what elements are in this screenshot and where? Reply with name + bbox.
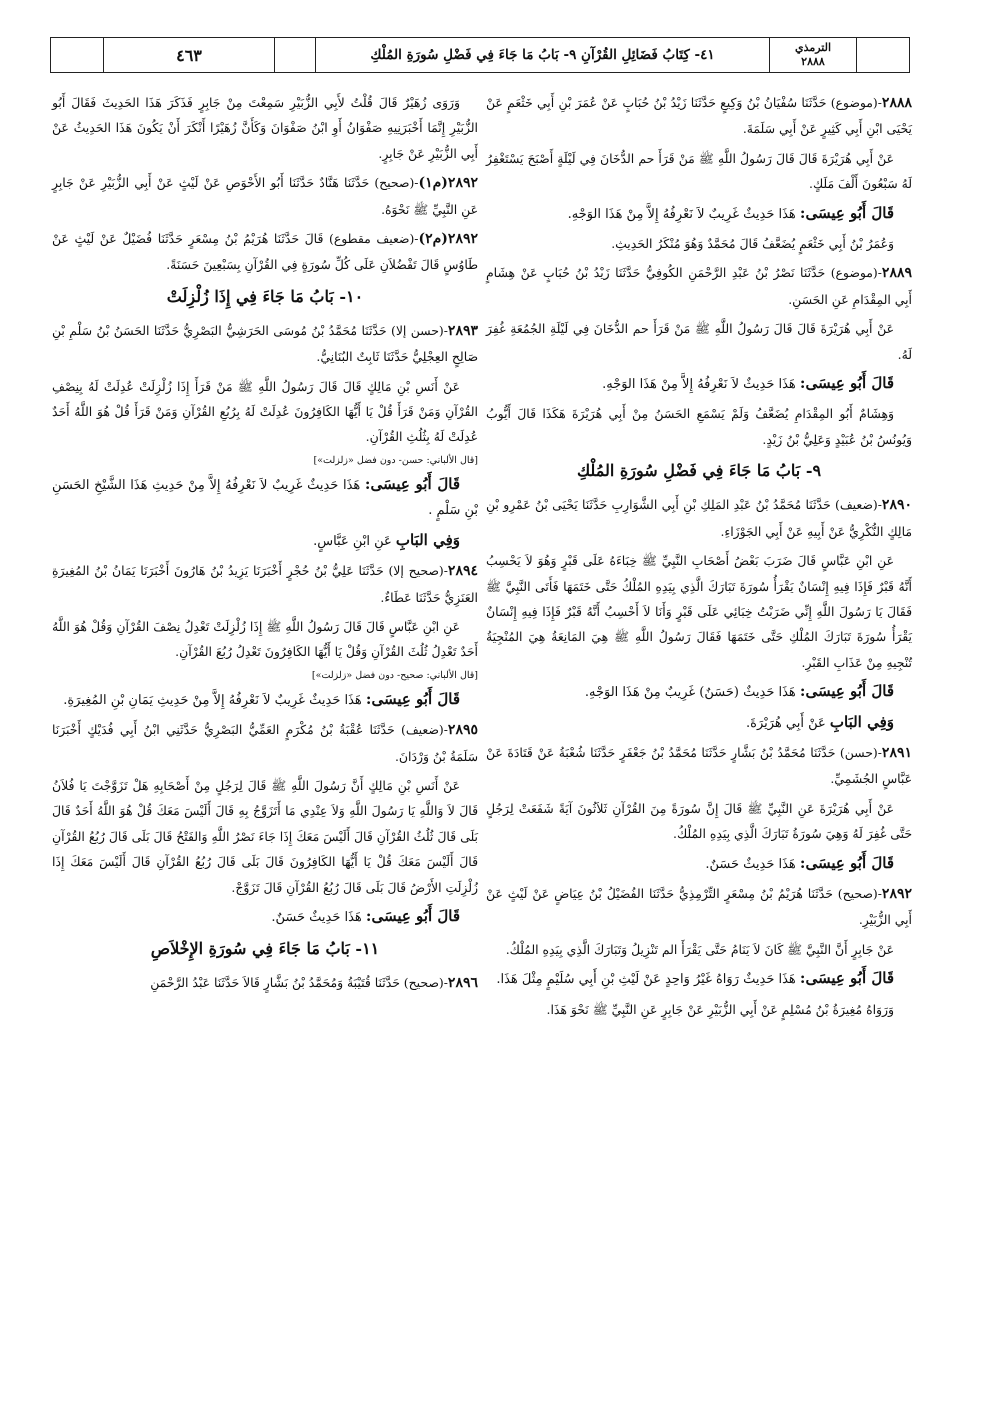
hadith-number: ٢٨٩٦ [447,975,478,992]
commentary [486,201,912,227]
hadith-number: ٢٨٩٢(م١) [418,175,478,192]
commentary-text: هَذَا حَدِيثٌ (حَسَنٌ) غَرِيبٌ مِنْ هَذَا الوَجْهِ. [584,685,800,701]
hadith-chain: -(ضعيف مقطوع) قَالَ حَدَّثَنَا هُرَيْمُ بْنُ مِسْعَرٍ حَدَّثَنَا فُضَيْلٌ عَنْ لَيْثٍ عَنْ طَاوُسٍ قَالَ تَفْضُلاَنِ عَلَى كُلِّ سُورَةٍ فِي القُرْآنِ بِسَبْعِينَ حَسَنَةً. [52,231,478,273]
commentary-lead: وَفِي البَابِ [395,530,460,549]
hadith-chain: -(صحيح) حَدَّثَنَا هُرَيْمُ بْنُ مِسْعَرٍ التِّرْمِذِيُّ حَدَّثَنَا الفُضَيْلُ بْنُ عِيَاضٍ عَنْ لَيْثٍ عَنْ أَبِي الزُّبَيْرِ. [486,885,912,928]
commentary [486,371,912,397]
commentary-lead: قَالَ أَبُو عِيسَى: [365,906,460,925]
hadith-chain: -(موضوع) حَدَّثَنَا نَصْرُ بْنُ عَبْدِ الرَّحْمَنِ الكُوفِيُّ حَدَّثَنَا زَيْدُ بْنُ حُبَابٍ عَنْ هِشَامٍ أَبِي المِقْدَامِ عَنِ الحَسَنِ. [486,265,912,307]
commentary [52,687,478,713]
header-empty-cell [857,38,909,72]
hadith-entry [52,558,478,610]
commentary [52,472,478,524]
hadith-chain: -(صحيح) حَدَّثَنَا قُتَيْبَةُ وَمُحَمَّدُ بْنُ بَشَّارٍ قَالاَ حَدَّثَنَا عَبْدُ الرَّحْمَنِ [150,975,448,991]
hadith-text: عَنْ أَنَسِ بْنِ مَالِكٍ أَنَّ رَسُولَ اللَّهِ ﷺ قَالَ لِرَجُلٍ مِنْ أَصْحَابِهِ هَلْ تَزَوَّجْتَ يَا فُلاَنُ قَالَ لاَ وَاللَّهِ يَا رَسُولَ اللَّهِ وَلاَ عِنْدِي مَا أَتَزَوَّجُ بِهِ قَالَ أَلَيْسَ مَعَكَ قُلْ هُوَ اللَّهُ أَحَدٌ قَالَ بَلَى قَالَ ثُلُثُ القُرْآنِ قَالَ أَلَيْسَ مَعَكَ إِذَا جَاءَ نَصْرُ اللَّهِ وَالفَتْحُ قَالَ بَلَى قَالَ رُبُعُ القُرْآنِ قَالَ أَلَيْسَ مَعَكَ قُلْ يَا أَيُّهَا الكَافِرُونَ قَالَ بَلَى قَالَ رُبُعُ القُرْآنِ قَالَ أَلَيْسَ مَعَكَ إِذَا زُلْزِلَتِ الأَرْضُ قَالَ بَلَى قَالَ رُبُعُ القُرْآنِ قَالَ تَزَوَّجْ. [52,777,478,895]
commentary-text: هَذَا حَدِيثٌ غَرِيبٌ لاَ نَعْرِفُهُ إِلاَّ مِنْ هَذَا الوَجْهِ. [567,206,800,222]
hadith-text: عَنِ ابْنِ عَبَّاسٍ قَالَ ضَرَبَ بَعْضُ أَصْحَابِ النَّبِيِّ ﷺ خِبَاءَهُ عَلَى قَبْرٍ وَهُوَ لاَ يَحْسِبُ أَنَّهُ قَبْرٌ فَإِذَا فِيهِ إِنْسَانٌ يَقْرَأُ سُورَةَ تَبَارَكَ الَّذِي بِيَدِهِ المُلْكُ حَتَّى خَتَمَهَا فَأَتَى النَّبِيَّ ﷺ فَقَالَ يَا رَسُولَ اللَّهِ إِنِّي ضَرَبْتُ خِبَائِي عَلَى قَبْرٍ وَأَنَا لاَ أَحْسِبُ أَنَّهُ قَبْرٌ فَإِذَا فِيهِ إِنْسَانٌ يَقْرَأُ سُورَةَ تَبَارَكَ المُلْكِ حَتَّى خَتَمَهَا فَقَالَ رَسُولُ اللَّهِ ﷺ هِيَ المَانِعَةُ هِيَ المُنْجِيَةُ تُنْجِيهِ مِنْ عَذَابِ القَبْرِ. [486,553,912,670]
hadith-number: ٢٨٨٨ [881,95,912,111]
hadith-number: ٢٨٩١ [881,744,912,761]
commentary [486,710,912,736]
hadith-text: وَعُمَرُ بْنُ أَبِي خَثْعَمٍ يُضَعَّفُ قَالَ مُحَمَّدٌ وَهُوَ مُنْكَرُ الحَدِيثِ. [611,236,894,252]
commentary [486,966,912,992]
commentary-lead: قَالَ أَبُو عِيسَى: [799,969,894,988]
hadith-text: عَنْ أَبِي هُرَيْرَةَ عَنِ النَّبِيِّ ﷺ قَالَ إِنَّ سُورَةً مِنَ القُرْآنِ ثَلاَثُونَ آيَةً شَفَعَتْ لِرَجُلٍ حَتَّى غُفِرَ لَهُ وَهِيَ سُورَةُ تَبَارَكَ الَّذِي بِيَدِهِ المُلْكُ. [486,800,912,842]
right-text-column [486,90,912,1026]
header-empty-cell [275,38,316,72]
commentary-lead: قَالَ أَبُو عِيسَى: [365,689,460,708]
running-title: ٤١- كِتَابُ فَضَائِلِ القُرْآنِ ٩- بَابُ مَا جَاءَ فِي فَضْلِ سُورَةِ المُلْكِ [316,38,770,72]
hadith-text: عَنْ أَبِي هُرَيْرَةَ قَالَ قَالَ رَسُولُ اللَّهِ ﷺ مَنْ قَرَأَ حم الدُّخَانَ فِي لَيْلَةٍ أَصْبَحَ يَسْتَغْفِرُ لَهُ سَبْعُونَ أَلْفَ مَلَكٍ. [486,150,912,192]
hadith-number: ٢٨٩٣ [447,322,478,339]
hadith-entry [52,170,478,222]
hadith-entry [52,717,478,769]
book-info [770,38,857,72]
left-text-column [52,90,478,1001]
commentary-text: هَذَا حَدِيثٌ لاَ نَعْرِفُهُ إِلاَّ مِنْ هَذَا الوَجْهِ. [602,377,800,393]
hadith-chain: -(حسن إلا) حَدَّثَنَا مُحَمَّدُ بْنُ مُوسَى الحَرَشِيُّ البَصْرِيُّ حَدَّثَنَا الحَسَنُ بْنُ سَلْمِ بْنِ صَالِحٍ العِجْلِيُّ حَدَّثَنَا ثَابِتٌ البُنَانِيُّ. [52,322,478,365]
commentary-lead: قَالَ أَبُو عِيسَى: [799,203,894,222]
hadith-text: عَنْ جَابِرٍ أَنَّ النَّبِيَّ ﷺ كَانَ لاَ يَنَامُ حَتَّى يَقْرَأَ الم تَنْزِيلُ وَتَبَارَكَ الَّذِي بِيَدِهِ المُلْكُ. [505,941,894,957]
hadith-text: وَرَوَى زُهَيْرٌ قَالَ قُلْتُ لأَبِي الزُّبَيْرِ سَمِعْتَ مِنْ جَابِرٍ فَذَكَرَ هَذَا الحَدِيثَ فَقَالَ أَبُو الزُّبَيْرِ إِنَّمَا أَخْبَرَنِيهِ صَفْوَانُ أَوِ ابْنُ صَفْوَانَ وَكَأَنَّ زُهَيْرًا أَنْكَرَ أَنْ يَكُونَ هَذَا الحَدِيثُ عَنْ أَبِي الزُّبَيْرِ عَنْ جَابِرٍ. [52,95,478,161]
hadith-entry [486,90,912,142]
hadith-number: ٢٨٩٢(م٢) [418,231,478,248]
hadith-entry [486,881,912,933]
hadith-number: ٢٨٩٥ [447,722,478,739]
hadith-chain: -(ضعيف) حَدَّثَنَا مُحَمَّدُ بْنُ عَبْدِ المَلِكِ بْنِ أَبِي الشَّوَارِبِ حَدَّثَنَا يَحْيَى بْنُ عَمْرِو بْنِ مَالِكٍ النُّكْرِيُّ عَنْ أَبِيهِ عَنْ أَبِي الجَوْزَاءِ. [486,497,912,539]
hadith-text: عَنِ ابْنِ عَبَّاسٍ قَالَ قَالَ رَسُولُ اللَّهِ ﷺ إِذَا زُلْزِلَتْ تَعْدِلُ نِصْفَ القُرْآنِ وَقُلْ هُوَ اللَّهُ أَحَدٌ تَعْدِلُ ثُلُثَ القُرْآنِ وَقُلْ يَا أَيُّهَا الكَافِرُونَ تَعْدِلُ رُبُعَ القُرْآنِ. [52,618,478,660]
hadith-chain: -(صحيح) حَدَّثَنَا هَنَّادٌ حَدَّثَنَا أَبُو الأَحْوَصِ عَنْ لَيْثٍ عَنْ أَبِي الزُّبَيْرِ عَنْ جَابِرٍ عَنِ النَّبِيِّ ﷺ نَحْوَهُ. [52,175,478,217]
hadith-number: ٢٨٩٠ [881,497,912,514]
hadith-text: عَنْ أَبِي هُرَيْرَةَ قَالَ قَالَ رَسُولُ اللَّهِ ﷺ مَنْ قَرَأَ حم الدُّخَانَ فِي لَيْلَةِ الجُمُعَةِ غُفِرَ لَهُ. [486,321,912,362]
hadith-text: وَرَوَاهُ مُغِيرَةُ بْنُ مُسْلِمٍ عَنْ أَبِي الزُّبَيْرِ عَنْ جَابِرٍ عَنِ النَّبِيِّ ﷺ نَحْوَ هَذَا. [546,1001,894,1017]
commentary-text: هَذَا حَدِيثٌ غَرِيبٌ لاَ نَعْرِفُهُ إِلاَّ مِنْ حَدِيثِ يَمَانِ بْنِ المُغِيرَةِ. [63,692,366,708]
hadith-entry [52,970,478,996]
commentary-text: هَذَا حَدِيثٌ رَوَاهُ غَيْرُ وَاحِدٍ عَنْ لَيْثِ بْنِ أَبِي سُلَيْمٍ مِثْلَ هَذَا. [496,972,800,988]
commentary-text: عَنِ ابْنِ عَبَّاسٍ. [313,533,396,549]
hadith-number: ٢٨٩٢ [881,885,912,902]
hadith-entry [52,318,478,370]
commentary-lead: قَالَ أَبُو عِيسَى: [799,374,894,393]
hadith-number: ٢٨٩٤ [447,563,478,580]
hadith-chain: -(ضعيف) حَدَّثَنَا عُقْبَةُ بْنُ مُكْرَمٍ العَمِّيُّ البَصْرِيُّ حَدَّثَنِي ابْنُ أَبِي فُدَيْكٍ أَخْبَرَنَا سَلَمَةُ بْنُ وَرْدَانَ. [52,722,478,764]
albani-note: [قال الألباني: حسن- دون فضل «زلزلت»] [313,454,478,466]
albani-note: [قال الألباني: صحيح- دون فضل «زلزلت»] [311,669,478,681]
hadith-entry [486,260,912,312]
commentary [52,904,478,930]
commentary-text: عَنْ أَبِي هُرَيْرَةَ. [746,715,830,731]
hadith-range: ٢٨٨٨ [801,55,825,68]
hadith-text: وَهِشَامٌ أَبُو المِقْدَامِ يُضَعَّفُ وَلَمْ يَسْمَعِ الحَسَنُ مِنْ أَبِي هُرَيْرَةَ هَكَذَا قَالَ أَيُّوبُ وَيُونُسُ بْنُ عُبَيْدٍ وَعَلِيُّ بْنُ زَيْدٍ. [486,406,912,447]
commentary-lead: قَالَ أَبُو عِيسَى: [364,474,460,493]
hadith-entry [486,740,912,792]
chapter-heading: ٩- بَابُ مَا جَاءَ فِي فَضْلِ سُورَةِ المُلْكِ [576,461,822,481]
hadith-entry [52,226,478,278]
hadith-chain: -(حسن) حَدَّثَنَا مُحَمَّدُ بْنُ بَشَّارٍ حَدَّثَنَا مُحَمَّدُ بْنُ جَعْفَرٍ حَدَّثَنَا شُعْبَةُ عَنْ قَتَادَةَ عَنْ عَبَّاسٍ الجُشَمِيِّ. [486,744,912,787]
page-number: ٤٦٣ [104,38,275,72]
commentary-lead: وَفِي البَابِ [829,712,894,731]
commentary-text: هَذَا حَدِيثٌ غَرِيبٌ لاَ نَعْرِفُهُ إِلاَّ مِنْ حَدِيثِ هَذَا الشَّيْخِ الحَسَنِ بْنِ سَلْمٍ . [52,477,478,519]
commentary [486,679,912,705]
hadith-text: عَنْ أَنَسِ بْنِ مَالِكٍ قَالَ قَالَ رَسُولُ اللَّهِ ﷺ مَنْ قَرَأَ إِذَا زُلْزِلَتْ عُدِلَتْ لَهُ بِنِصْفِ القُرْآنِ وَمَنْ قَرَأَ قُلْ يَا أَيُّهَا الكَافِرُونَ عُدِلَتْ لَهُ بِرُبُعِ القُرْآنِ وَمَنْ قَرَأَ قُلْ هُوَ اللَّهُ أَحَدٌ عُدِلَتْ لَهُ بِثُلُثِ القُرْآنِ. [52,378,478,445]
commentary-text: هَذَا حَدِيثٌ حَسَنٌ. [705,856,800,872]
chapter-heading: ١١- بَابُ مَا جَاءَ فِي سُورَةِ الإِخْلاَصِ [150,939,380,959]
book-name: الترمذي [794,41,832,54]
commentary-text: هَذَا حَدِيثٌ حَسَنٌ. [271,909,366,925]
hadith-chain: -(موضوع) حَدَّثَنَا سُفْيَانُ بْنُ وَكِيعٍ حَدَّثَنَا زَيْدُ بْنُ حُبَابٍ عَنْ عُمَرَ بْنِ أَبِي خَثْعَمٍ عَنْ يَحْيَى ابْنِ أَبِي كَثِيرٍ عَنْ أَبِي سَلَمَةَ. [486,95,912,137]
commentary [52,528,478,554]
hadith-chain: -(صحيح إلا) حَدَّثَنَا عَلِيُّ بْنُ حُجْرٍ أَخْبَرَنَا يَزِيدُ بْنُ هَارُونَ أَخْبَرَنَا يَمَانُ بْنُ المُغِيرَةِ العَنَزِيُّ حَدَّثَنَا عَطَاءٌ. [52,563,478,605]
chapter-heading: ١٠- بَابُ مَا جَاءَ فِي إِذَا زُلْزِلَتْ [166,286,364,306]
page-header [50,37,910,73]
header-empty-cell [51,38,104,72]
hadith-number: ٢٨٨٩ [881,265,912,282]
commentary [486,851,912,877]
commentary-lead: قَالَ أَبُو عِيسَى: [799,853,894,872]
commentary-lead: قَالَ أَبُو عِيسَى: [799,682,894,701]
hadith-entry [486,492,912,544]
